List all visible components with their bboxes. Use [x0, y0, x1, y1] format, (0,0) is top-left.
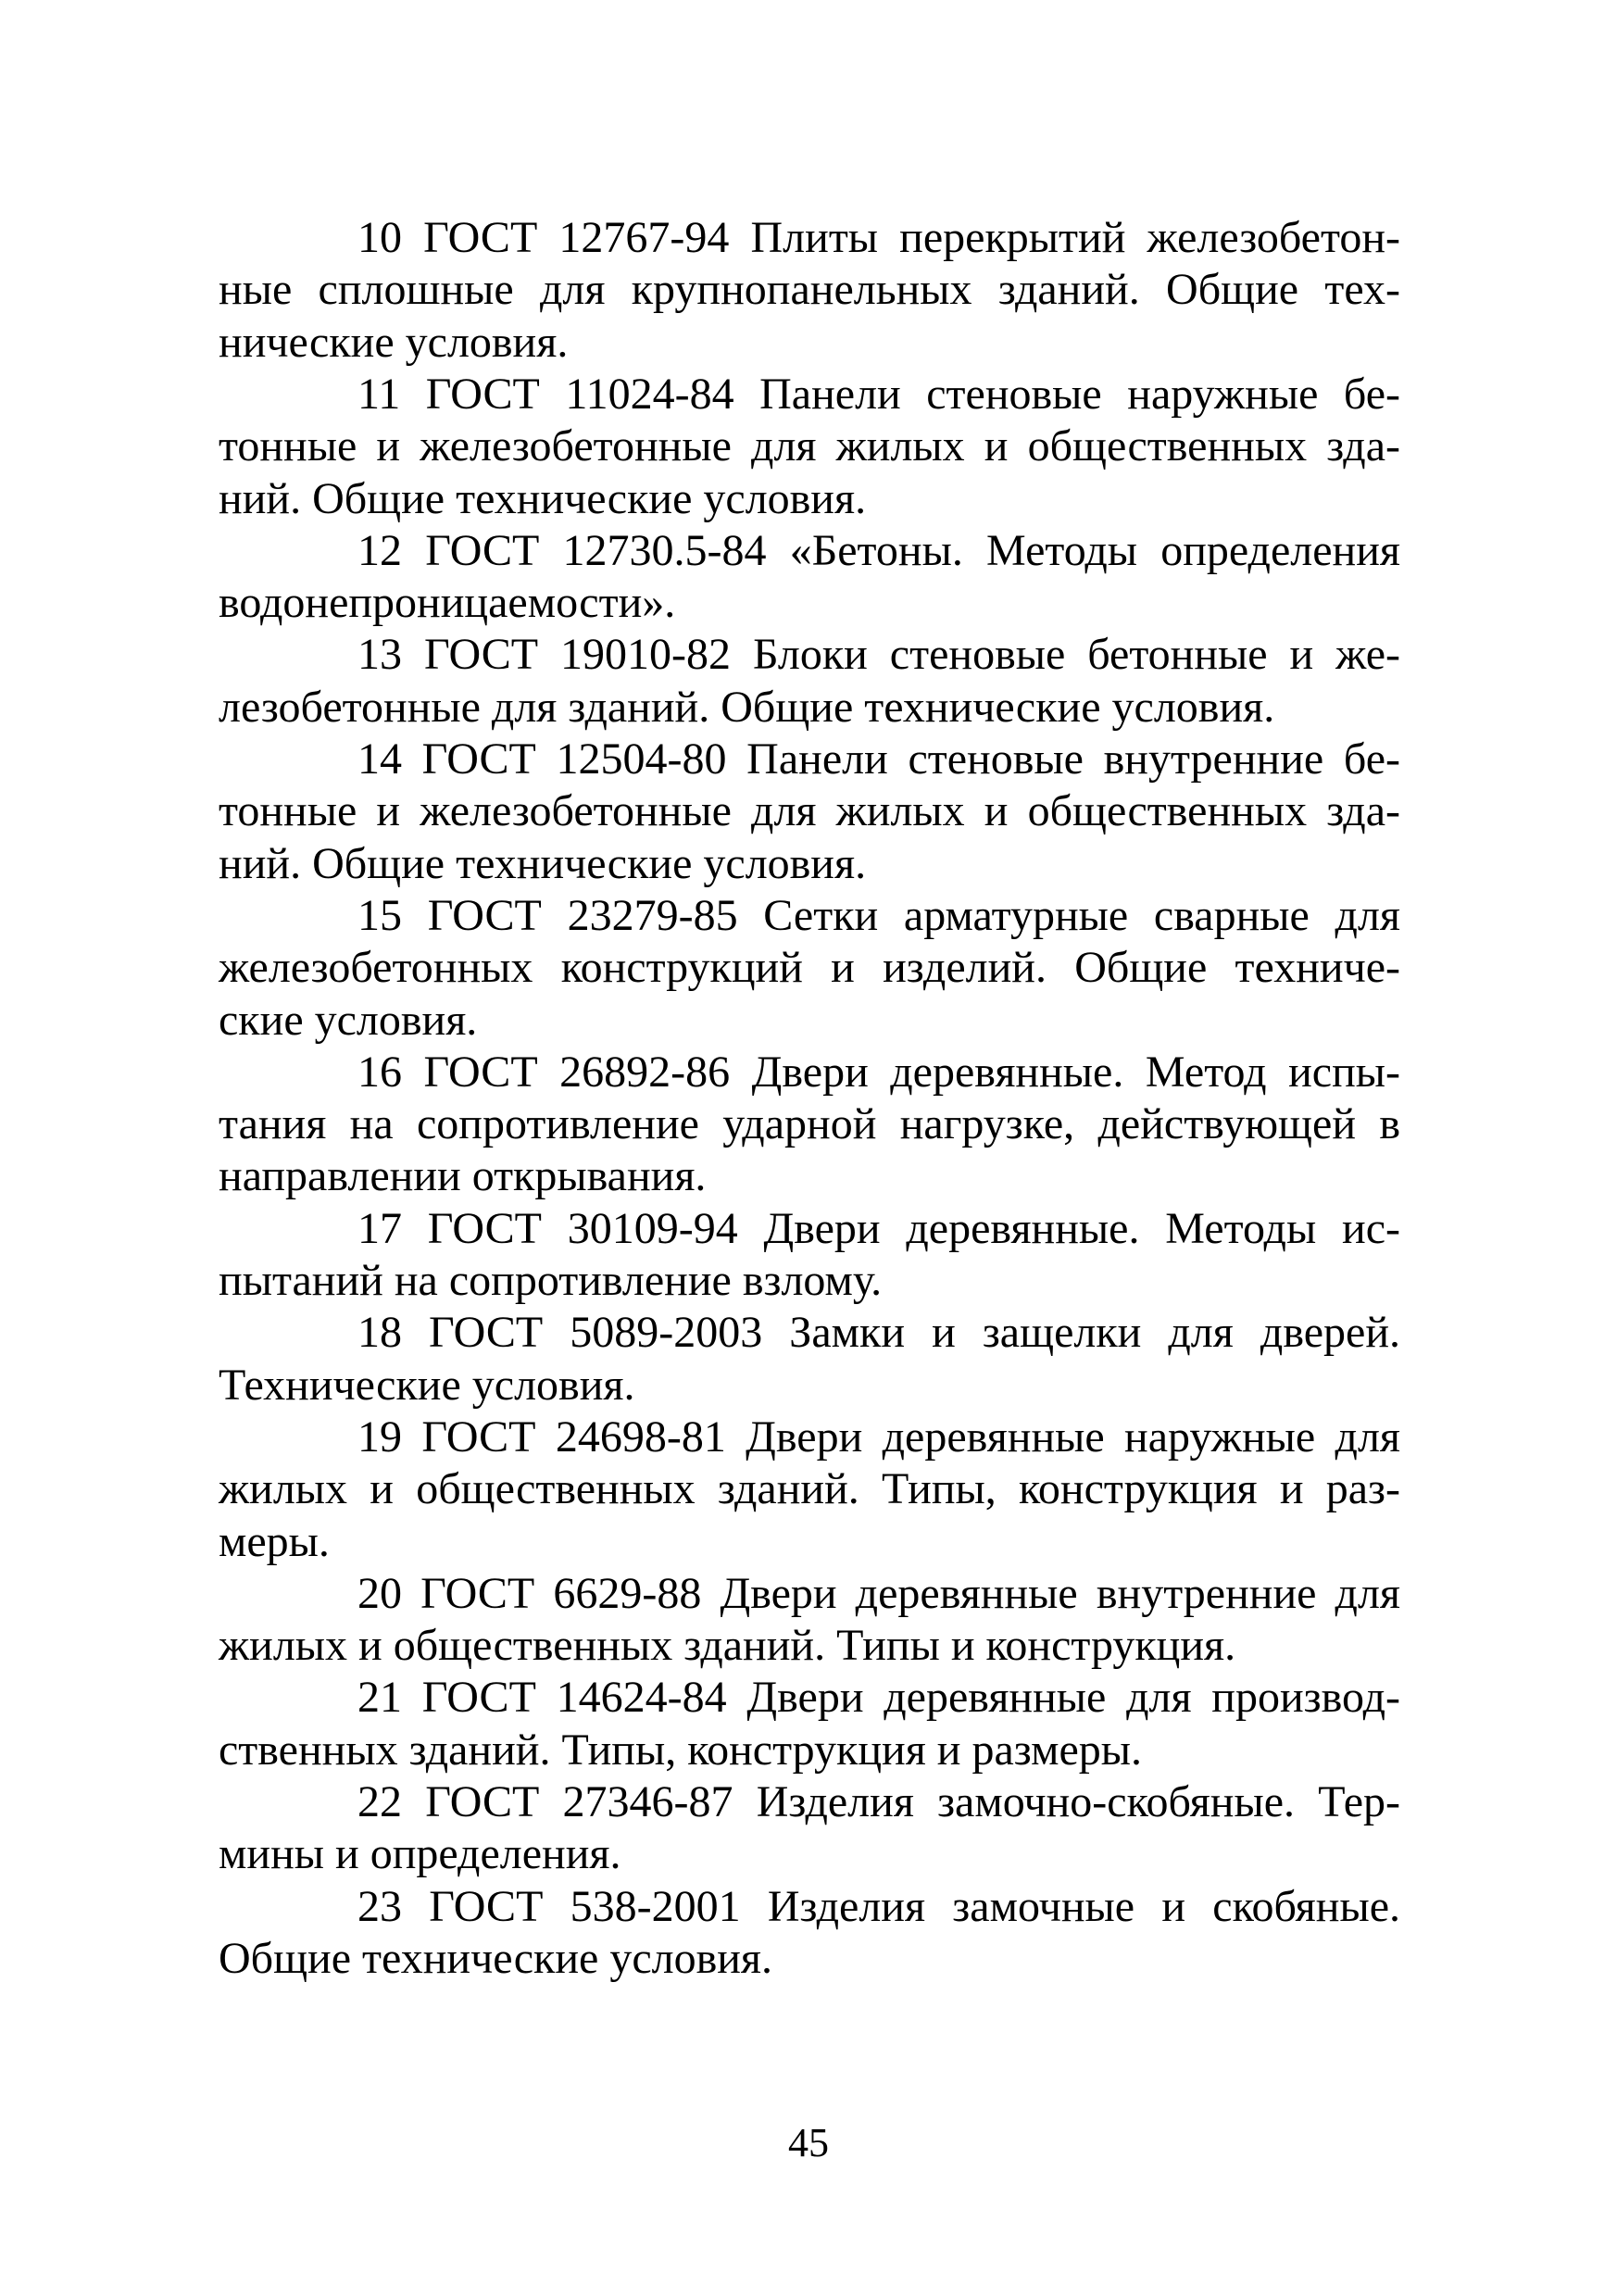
reference-first-line: 11 ГОСТ 11024-84 Панели стеновые наружные бе-: [357, 369, 1400, 419]
reference-continuation-line: жилых и общественных зданий. Типы, конструкция и раз-: [219, 1464, 1400, 1514]
reference-continuation-line: ственных зданий. Типы, конструкция и размеры.: [219, 1725, 1143, 1775]
reference-continuation-line: мины и определения.: [219, 1829, 621, 1879]
reference-continuation-line: водонепроницаемости».: [219, 578, 676, 628]
reference-continuation-line: направлении открывания.: [219, 1151, 707, 1201]
reference-continuation-line: Технические условия.: [219, 1360, 635, 1410]
reference-continuation-line: меры.: [219, 1516, 330, 1566]
reference-continuation-line: пытаний на сопротивление взлому.: [219, 1256, 883, 1305]
reference-continuation-line: ний. Общие технические условия.: [219, 473, 867, 523]
reference-first-line: 21 ГОСТ 14624-84 Двери деревянные для производ-: [357, 1673, 1400, 1723]
reference-continuation-line: железобетонных конструкций и изделий. Общие техниче-: [219, 943, 1400, 993]
reference-continuation-line: тонные и железобетонные для жилых и общественных зда-: [219, 786, 1400, 836]
reference-first-line: 10 ГОСТ 12767-94 Плиты перекрытий железобетон-: [357, 213, 1400, 262]
reference-first-line: 16 ГОСТ 26892-86 Двери деревянные. Метод испы-: [357, 1047, 1400, 1097]
reference-first-line: 18 ГОСТ 5089-2003 Замки и защелки для дверей.: [357, 1308, 1400, 1358]
page-number: 45: [788, 2120, 829, 2165]
reference-first-line: 17 ГОСТ 30109-94 Двери деревянные. Методы ис-: [357, 1203, 1400, 1253]
reference-continuation-line: жилых и общественных зданий. Типы и конструкция.: [219, 1621, 1236, 1671]
reference-first-line: 22 ГОСТ 27346-87 Изделия замочно-скобяные. Тер-: [357, 1777, 1400, 1826]
reference-continuation-line: тания на сопротивление ударной нагрузке, действующей в: [219, 1099, 1400, 1149]
reference-continuation-line: Общие технические условия.: [219, 1933, 773, 1983]
reference-first-line: 14 ГОСТ 12504-80 Панели стеновые внутренние бе-: [357, 734, 1400, 784]
reference-first-line: 15 ГОСТ 23279-85 Сетки арматурные сварные для: [357, 890, 1400, 940]
reference-continuation-line: ные сплошные для крупнопанельных зданий. Общие тех-: [219, 265, 1400, 315]
reference-continuation-line: ний. Общие технические условия.: [219, 838, 867, 888]
reference-first-line: 23 ГОСТ 538-2001 Изделия замочные и скобяные.: [357, 1881, 1400, 1931]
reference-first-line: 19 ГОСТ 24698-81 Двери деревянные наружные для: [357, 1411, 1400, 1462]
reference-first-line: 20 ГОСТ 6629-88 Двери деревянные внутренние для: [357, 1568, 1400, 1618]
reference-continuation-line: лезобетонные для зданий. Общие технические условия.: [219, 682, 1275, 732]
reference-continuation-line: ские условия.: [219, 995, 478, 1045]
reference-continuation-line: тонные и железобетонные для жилых и общественных зда-: [219, 421, 1400, 471]
reference-first-line: 13 ГОСТ 19010-82 Блоки стеновые бетонные и же-: [357, 630, 1400, 680]
reference-first-line: 12 ГОСТ 12730.5-84 «Бетоны. Методы определения: [357, 525, 1400, 575]
reference-continuation-line: нические условия.: [219, 317, 569, 367]
